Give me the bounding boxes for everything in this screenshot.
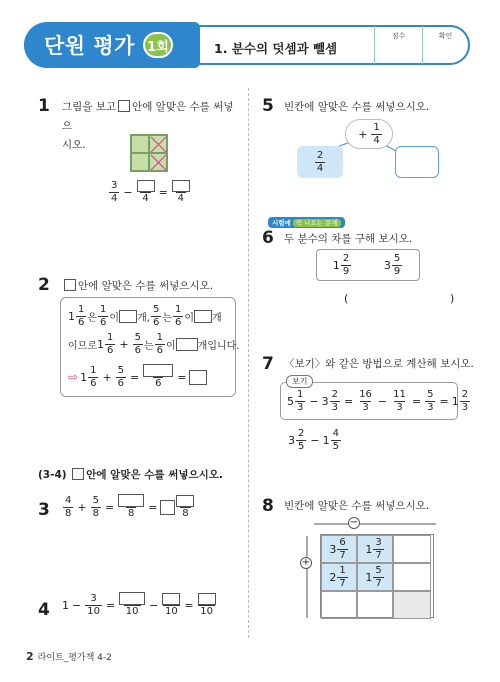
text: 는 bbox=[143, 341, 154, 352]
q5-answer-box[interactable] bbox=[395, 146, 439, 178]
equals-sign: = bbox=[130, 370, 140, 384]
fraction bbox=[315, 150, 325, 175]
column-divider bbox=[248, 88, 249, 638]
arrow-right-icon: ⇨ bbox=[68, 370, 79, 384]
numerator: 3 bbox=[375, 536, 382, 548]
q5-text: 빈칸에 알맞은 수를 써넣으시오. bbox=[284, 101, 430, 113]
denominator: 3 bbox=[427, 401, 434, 413]
table-cell bbox=[321, 563, 357, 591]
plus-sign: + bbox=[102, 370, 112, 384]
equals-sign: = bbox=[105, 598, 116, 612]
answer-box[interactable] bbox=[119, 592, 145, 605]
mixed-number bbox=[333, 253, 352, 278]
q1-expression bbox=[108, 180, 191, 205]
answer-box[interactable] bbox=[198, 593, 216, 605]
q6-number: 6 bbox=[262, 228, 274, 248]
score-label: 점수 bbox=[391, 32, 406, 40]
fraction bbox=[337, 565, 347, 590]
denominator: 6 bbox=[78, 317, 85, 328]
numerator: 5 bbox=[427, 388, 434, 400]
answer-box[interactable] bbox=[172, 180, 190, 192]
answer-box[interactable] bbox=[162, 593, 180, 605]
text: 이 bbox=[184, 313, 195, 324]
whole: 3 bbox=[321, 394, 329, 408]
numerator: 16 bbox=[359, 388, 372, 400]
answer-box[interactable] bbox=[189, 370, 207, 385]
plus-sign: + bbox=[119, 338, 129, 351]
text: 개 bbox=[212, 313, 222, 324]
numerator: 1 bbox=[78, 304, 85, 315]
fraction bbox=[392, 253, 402, 278]
denominator: 6 bbox=[106, 345, 114, 356]
q2-text bbox=[62, 277, 213, 296]
denominator: 4 bbox=[316, 162, 324, 174]
footer-text: 라이트_평가책 4-2 bbox=[37, 653, 112, 663]
whole: 1 bbox=[80, 370, 88, 384]
q4-number: 4 bbox=[38, 600, 50, 620]
q2-instruction: 안에 알맞은 수를 써넣으시오. bbox=[78, 280, 214, 292]
fraction bbox=[295, 389, 305, 414]
fraction bbox=[460, 389, 470, 414]
fraction bbox=[341, 253, 351, 278]
denominator: 10 bbox=[165, 605, 178, 617]
equals-sign: = bbox=[104, 500, 115, 514]
denominator: 5 bbox=[298, 441, 305, 452]
numerator: 11 bbox=[393, 388, 406, 400]
fraction bbox=[133, 332, 143, 357]
fraction bbox=[173, 304, 183, 329]
page-number: 2 bbox=[26, 650, 34, 663]
fraction bbox=[357, 389, 374, 414]
numerator: 2 bbox=[342, 252, 350, 264]
unit-header bbox=[24, 22, 470, 68]
plus-direction-line bbox=[303, 534, 311, 620]
equals-sign: = bbox=[158, 186, 168, 199]
numerator: 5 bbox=[92, 494, 99, 506]
numerator: 5 bbox=[134, 332, 141, 343]
minus-sign: − bbox=[149, 598, 159, 612]
q34-instruction: 안에 알맞은 수를 써넣으시오. bbox=[86, 469, 223, 481]
numerator: 5 bbox=[375, 564, 382, 576]
fraction bbox=[172, 180, 190, 205]
text: 는 bbox=[162, 313, 172, 324]
whole: 1 bbox=[365, 542, 373, 556]
answer-cell[interactable] bbox=[357, 591, 393, 619]
fraction bbox=[391, 389, 408, 414]
equals-sign: = bbox=[439, 394, 449, 408]
numerator: 5 bbox=[117, 364, 125, 376]
numerator: 3 bbox=[90, 592, 97, 604]
q1-text-b: 안에 알맞은 수를 써넣으 bbox=[62, 101, 234, 132]
fraction bbox=[162, 593, 180, 618]
check-box[interactable] bbox=[422, 26, 468, 64]
fraction bbox=[85, 593, 102, 618]
numerator: 1 bbox=[174, 304, 182, 315]
fraction bbox=[105, 332, 115, 357]
whole: 1 bbox=[365, 570, 373, 584]
whole: 2 bbox=[329, 570, 337, 584]
equals-sign: = bbox=[411, 394, 422, 408]
answer-box[interactable] bbox=[176, 338, 198, 351]
fraction bbox=[98, 304, 108, 329]
numerator: 2 bbox=[298, 428, 305, 439]
q1-text-c: 시오. bbox=[62, 139, 86, 151]
numerator: 1 bbox=[297, 388, 304, 400]
grid-cell-crossed bbox=[149, 135, 167, 153]
whole: 5 bbox=[287, 394, 294, 408]
fraction bbox=[91, 495, 101, 520]
q5-number: 5 bbox=[262, 96, 274, 116]
denominator: 4 bbox=[111, 193, 118, 204]
answer-box[interactable] bbox=[160, 500, 175, 515]
plus-sign: + bbox=[358, 127, 368, 141]
numerator: 6 bbox=[339, 536, 346, 548]
fraction bbox=[373, 565, 383, 590]
whole: 1 bbox=[68, 310, 75, 323]
fraction bbox=[151, 304, 161, 329]
grid-cell bbox=[131, 135, 149, 153]
minus-circle-icon: − bbox=[349, 517, 359, 528]
q1-grid bbox=[130, 134, 168, 172]
denominator: 3 bbox=[331, 401, 338, 413]
denominator: 3 bbox=[297, 401, 304, 413]
plus-sign: + bbox=[77, 500, 87, 514]
q5-start-box bbox=[297, 146, 343, 178]
blank-square-icon bbox=[72, 468, 84, 480]
whole: 1 bbox=[96, 338, 104, 351]
header-title: 단원 평가 bbox=[44, 34, 135, 58]
denominator: 10 bbox=[125, 606, 139, 617]
q7-problem bbox=[288, 428, 342, 453]
numerator: 2 bbox=[331, 388, 338, 400]
text: 개입니다. bbox=[197, 341, 240, 352]
numerator: 1 bbox=[373, 121, 380, 133]
denominator: 4 bbox=[142, 193, 149, 204]
fraction bbox=[198, 593, 216, 618]
denominator: 8 bbox=[65, 507, 72, 519]
fraction bbox=[119, 592, 145, 618]
table-cell bbox=[357, 563, 393, 591]
blank-square-icon bbox=[64, 279, 76, 291]
q2-line3 bbox=[68, 364, 207, 390]
answer-cell[interactable] bbox=[393, 563, 431, 591]
minus-sign: − bbox=[72, 598, 82, 612]
fraction bbox=[76, 304, 86, 329]
answer-cell[interactable] bbox=[393, 535, 431, 563]
text: 이 bbox=[166, 341, 176, 352]
q6-text: 두 분수의 차를 구해 보시오. bbox=[284, 233, 413, 245]
fraction bbox=[373, 537, 383, 562]
numerator: 1 bbox=[100, 304, 107, 315]
denominator: 6 bbox=[174, 317, 182, 328]
mixed-number bbox=[384, 253, 403, 278]
fraction bbox=[116, 365, 126, 390]
minus-direction-line bbox=[312, 520, 438, 528]
denominator: 6 bbox=[152, 317, 160, 328]
numerator: 4 bbox=[332, 428, 339, 439]
denominator: 4 bbox=[177, 193, 184, 204]
text: 은 bbox=[87, 313, 98, 324]
denominator: 7 bbox=[375, 549, 382, 561]
denominator: 6 bbox=[156, 345, 163, 356]
fraction bbox=[137, 180, 155, 205]
table-cell bbox=[357, 535, 393, 563]
q6-fraction-box bbox=[316, 249, 420, 281]
equals-sign: = bbox=[184, 598, 194, 612]
denominator: 5 bbox=[332, 441, 339, 452]
denominator: 10 bbox=[200, 605, 213, 617]
fraction bbox=[109, 180, 119, 205]
denominator: 8 bbox=[128, 508, 135, 519]
cross-icon bbox=[150, 154, 167, 171]
fraction bbox=[330, 389, 340, 414]
denominator: 8 bbox=[182, 507, 189, 519]
denominator: 4 bbox=[373, 134, 380, 146]
numerator: 2 bbox=[316, 149, 324, 161]
tag-text: 시험에 bbox=[272, 219, 291, 227]
equals-sign: = bbox=[177, 370, 187, 384]
q3-number: 3 bbox=[38, 500, 50, 520]
equals-sign: = bbox=[343, 394, 354, 408]
q5-operation-pill bbox=[345, 119, 393, 149]
table-cell bbox=[321, 535, 357, 563]
answer-box[interactable] bbox=[176, 495, 194, 507]
denominator: 7 bbox=[375, 577, 382, 589]
denominator: 6 bbox=[100, 317, 107, 328]
numerator: 5 bbox=[393, 252, 401, 264]
denominator: 6 bbox=[155, 378, 162, 389]
fraction bbox=[331, 428, 341, 453]
minus-sign: − bbox=[123, 186, 133, 199]
score-box[interactable] bbox=[374, 26, 422, 64]
q2-line1 bbox=[68, 304, 222, 329]
denominator: 9 bbox=[342, 265, 350, 277]
q2-number: 2 bbox=[38, 275, 50, 295]
numerator: 1 bbox=[106, 332, 114, 343]
fraction bbox=[337, 537, 347, 562]
grid-cell bbox=[131, 153, 149, 171]
equals-sign: = bbox=[148, 500, 158, 514]
answer-cell[interactable] bbox=[321, 591, 357, 619]
whole: 3 bbox=[383, 258, 391, 272]
fraction bbox=[371, 122, 381, 147]
text: 개, bbox=[137, 313, 150, 324]
answer-box[interactable] bbox=[118, 494, 144, 507]
q34-header bbox=[38, 466, 223, 485]
minus-sign: − bbox=[377, 394, 388, 408]
denominator: 6 bbox=[134, 345, 141, 356]
denominator: 3 bbox=[396, 401, 403, 413]
answer-box[interactable] bbox=[137, 180, 155, 192]
numerator: 1 bbox=[90, 364, 97, 376]
q1-text-a: 그림을 보고 bbox=[62, 101, 117, 113]
denominator: 3 bbox=[461, 401, 469, 413]
text: 이 bbox=[109, 313, 120, 324]
q8-table bbox=[320, 534, 434, 618]
fraction bbox=[63, 495, 73, 520]
q7-number: 7 bbox=[262, 354, 274, 374]
denominator: 10 bbox=[87, 605, 100, 617]
check-label: 확인 bbox=[438, 32, 453, 40]
fraction bbox=[118, 494, 144, 520]
numerator: 4 bbox=[65, 494, 72, 506]
whole: 3 bbox=[329, 542, 337, 556]
denominator: 9 bbox=[393, 265, 401, 277]
example-label: 보기 bbox=[286, 375, 313, 388]
denominator: 6 bbox=[117, 377, 125, 389]
fraction bbox=[296, 428, 306, 453]
q34-range: (3-4) bbox=[38, 469, 67, 481]
blank-square-icon bbox=[118, 100, 130, 112]
fraction bbox=[88, 365, 98, 390]
fraction bbox=[425, 389, 435, 414]
answer-left-paren: ( bbox=[344, 292, 349, 305]
frequent-question-tag bbox=[268, 217, 345, 228]
minus-sign: − bbox=[310, 434, 320, 447]
answer-right-paren: ) bbox=[450, 292, 455, 305]
tag-badge: 꼭 나오는 문제 bbox=[293, 219, 341, 227]
q4-expression bbox=[62, 592, 217, 618]
answer-box[interactable] bbox=[194, 310, 212, 323]
q8-number: 8 bbox=[262, 496, 274, 516]
whole: 1 bbox=[62, 598, 69, 612]
grid-cell-crossed bbox=[149, 153, 167, 171]
q3-expression bbox=[62, 494, 195, 520]
whole: 1 bbox=[332, 258, 340, 272]
fraction bbox=[143, 364, 173, 390]
whole: 1 bbox=[451, 394, 459, 408]
round-badge: 1회 bbox=[143, 32, 173, 58]
q8-text: 빈칸에 알맞은 수를 써넣으시오. bbox=[284, 500, 430, 512]
q2-line2 bbox=[68, 332, 240, 357]
unit-title: 1. 분수의 덧셈과 뺄셈 bbox=[214, 41, 338, 56]
numerator: 1 bbox=[339, 564, 346, 576]
fraction bbox=[155, 332, 165, 357]
text: 이므로 bbox=[68, 341, 97, 352]
whole: 3 bbox=[288, 434, 295, 447]
denominator: 7 bbox=[339, 577, 346, 589]
denominator: 3 bbox=[362, 401, 369, 413]
numerator: 2 bbox=[461, 388, 469, 400]
q7-text: 〈보기〉와 같은 방법으로 계산해 보시오. bbox=[284, 358, 474, 370]
answer-box[interactable] bbox=[143, 364, 173, 377]
denominator: 6 bbox=[90, 377, 97, 389]
empty-cell bbox=[393, 591, 431, 619]
whole: 1 bbox=[322, 434, 330, 447]
plus-circle-icon: + bbox=[301, 557, 311, 568]
denominator: 8 bbox=[92, 507, 99, 519]
numerator: 1 bbox=[156, 332, 163, 343]
fraction bbox=[176, 495, 194, 520]
page-footer bbox=[26, 650, 112, 663]
numerator: 5 bbox=[152, 304, 160, 315]
minus-sign: − bbox=[309, 394, 319, 408]
denominator: 7 bbox=[339, 549, 346, 561]
cross-icon bbox=[150, 136, 167, 153]
q1-number: 1 bbox=[38, 96, 50, 116]
header-tab bbox=[24, 22, 200, 68]
answer-box[interactable] bbox=[119, 310, 137, 323]
numerator: 3 bbox=[111, 180, 118, 191]
